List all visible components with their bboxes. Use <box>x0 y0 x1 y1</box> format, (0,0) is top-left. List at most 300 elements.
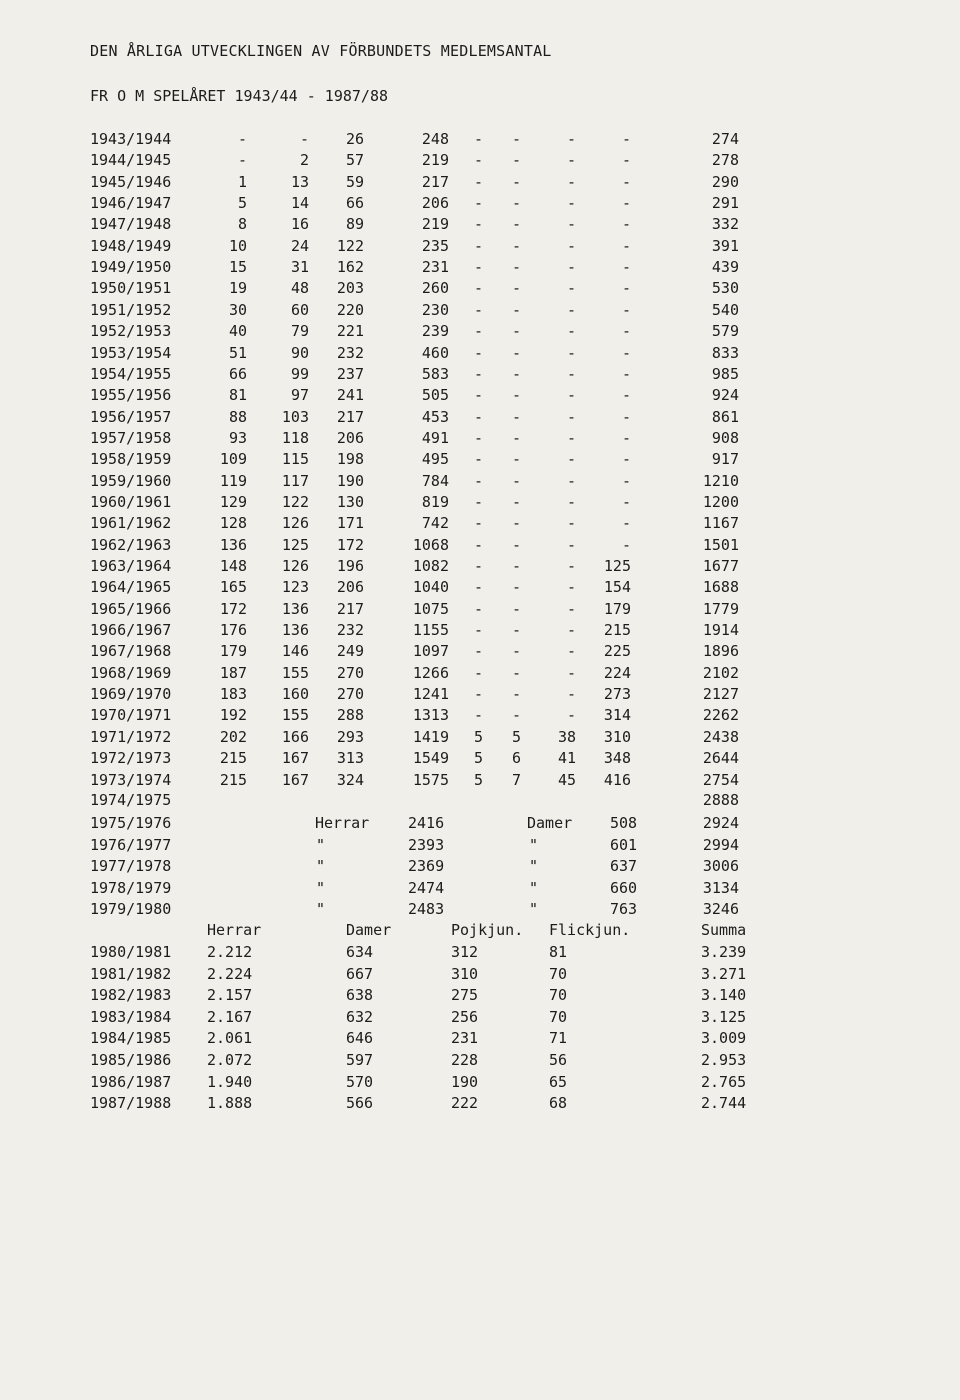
value-cell: 1.940 <box>207 1073 253 1091</box>
value-cell: 231 <box>451 1029 479 1047</box>
value-cell: - <box>621 450 631 468</box>
value-cell: 119 <box>219 472 247 490</box>
value-cell: 570 <box>346 1073 374 1091</box>
value-cell: 190 <box>451 1073 479 1091</box>
season-cell: 1952/1953 <box>90 322 172 340</box>
season-cell: 1946/1947 <box>90 194 172 212</box>
value-cell: 41 <box>557 749 576 767</box>
season-cell: 1956/1957 <box>90 408 172 426</box>
value-cell: - <box>566 536 576 554</box>
value-cell: 89 <box>345 215 364 233</box>
value-cell: 228 <box>451 1051 479 1069</box>
value-cell: 256 <box>451 1008 479 1026</box>
value-cell: 1097 <box>412 642 449 660</box>
value-cell: - <box>621 514 631 532</box>
value-cell: - <box>473 386 483 404</box>
value-cell: 288 <box>336 706 364 724</box>
season-cell: 1982/1983 <box>90 986 172 1004</box>
value-cell: - <box>621 386 631 404</box>
season-cell: 1973/1974 <box>90 771 172 789</box>
season-cell: 1953/1954 <box>90 344 172 362</box>
value-cell: 530 <box>711 279 739 297</box>
value-cell: 203 <box>336 279 364 297</box>
season-cell: 1976/1977 <box>90 836 172 854</box>
value-cell: - <box>566 386 576 404</box>
value-cell: - <box>511 706 521 724</box>
value-cell: 179 <box>219 642 247 660</box>
value-cell: - <box>566 450 576 468</box>
value-cell: - <box>566 151 576 169</box>
season-cell: 1986/1987 <box>90 1073 172 1091</box>
value-cell: 312 <box>451 943 479 961</box>
value-cell: 70 <box>549 1008 568 1026</box>
value-cell: 632 <box>346 1008 374 1026</box>
value-cell: 14 <box>290 194 309 212</box>
value-cell: - <box>473 408 483 426</box>
value-cell: 71 <box>549 1029 568 1047</box>
value-cell: 1779 <box>702 600 739 618</box>
value-cell: - <box>473 664 483 682</box>
value-cell: 290 <box>711 173 739 191</box>
season-cell: 1981/1982 <box>90 965 172 983</box>
damer-value: 763 <box>610 900 638 918</box>
value-cell: 220 <box>336 301 364 319</box>
value-cell: 93 <box>228 429 247 447</box>
value-cell: 495 <box>421 450 449 468</box>
value-cell: - <box>237 130 247 148</box>
value-cell: 540 <box>711 301 739 319</box>
season-cell: 1954/1955 <box>90 365 172 383</box>
value-cell: - <box>621 151 631 169</box>
ditto-mark: " <box>316 836 326 854</box>
value-cell: 583 <box>421 365 449 383</box>
value-cell: - <box>566 301 576 319</box>
value-cell: 66 <box>345 194 364 212</box>
value-cell: 232 <box>336 621 364 639</box>
season-cell: 1947/1948 <box>90 215 172 233</box>
value-cell: 237 <box>336 365 364 383</box>
document-title: DEN ÅRLIGA UTVECKLINGEN AV FÖRBUNDETS MEDLEMSANTAL <box>90 42 552 60</box>
value-cell: 270 <box>336 664 364 682</box>
value-cell: 275 <box>451 986 479 1004</box>
value-cell: 5 <box>237 194 247 212</box>
column-header: Flickjun. <box>549 921 631 939</box>
herrar-value: 2393 <box>408 836 445 854</box>
season-cell: 1974/1975 <box>90 791 172 809</box>
value-cell: - <box>473 344 483 362</box>
value-cell: 217 <box>336 408 364 426</box>
value-cell: 416 <box>603 771 631 789</box>
value-cell: - <box>511 237 521 255</box>
value-cell: 118 <box>281 429 309 447</box>
value-cell: 5 <box>511 728 521 746</box>
value-cell: 3.009 <box>701 1029 747 1047</box>
value-cell: 491 <box>421 429 449 447</box>
value-cell: 566 <box>346 1094 374 1112</box>
value-cell: 155 <box>281 664 309 682</box>
value-cell: 1914 <box>702 621 739 639</box>
value-cell: 221 <box>336 322 364 340</box>
value-cell: 278 <box>711 151 739 169</box>
value-cell: 129 <box>219 493 247 511</box>
value-cell: - <box>473 130 483 148</box>
value-cell: 176 <box>219 621 247 639</box>
herrar-value: 2416 <box>408 814 445 832</box>
value-cell: - <box>621 536 631 554</box>
value-cell: - <box>473 365 483 383</box>
value-cell: - <box>237 151 247 169</box>
value-cell: 833 <box>711 344 739 362</box>
value-cell: 646 <box>346 1029 374 1047</box>
value-cell: 453 <box>421 408 449 426</box>
value-cell: 172 <box>336 536 364 554</box>
value-cell: 198 <box>336 450 364 468</box>
value-cell: 3.125 <box>701 1008 747 1026</box>
value-cell: 1501 <box>702 536 739 554</box>
value-cell: - <box>566 706 576 724</box>
summa-cell: 3134 <box>702 879 739 897</box>
value-cell: - <box>566 344 576 362</box>
value-cell: - <box>511 258 521 276</box>
value-cell: 5 <box>473 749 483 767</box>
value-cell: 917 <box>711 450 739 468</box>
season-cell: 1980/1981 <box>90 943 172 961</box>
value-cell: - <box>473 450 483 468</box>
value-cell: 48 <box>290 279 309 297</box>
value-cell: 5 <box>473 728 483 746</box>
value-cell: 597 <box>346 1051 374 1069</box>
value-cell: 2.157 <box>207 986 253 1004</box>
season-cell: 1978/1979 <box>90 879 172 897</box>
value-cell: - <box>511 472 521 490</box>
value-cell: 6 <box>511 749 521 767</box>
value-cell: 51 <box>228 344 247 362</box>
value-cell: 291 <box>711 194 739 212</box>
value-cell: 117 <box>281 472 309 490</box>
value-cell: 667 <box>346 965 374 983</box>
value-cell: 1419 <box>412 728 449 746</box>
herrar-value: 2369 <box>408 857 445 875</box>
value-cell: 439 <box>711 258 739 276</box>
value-cell: 235 <box>421 237 449 255</box>
value-cell: 1313 <box>412 706 449 724</box>
value-cell: 332 <box>711 215 739 233</box>
value-cell: - <box>511 194 521 212</box>
ditto-mark: " <box>316 900 326 918</box>
value-cell: 183 <box>219 685 247 703</box>
summa-cell: 3246 <box>702 900 739 918</box>
season-cell: 1971/1972 <box>90 728 172 746</box>
value-cell: - <box>566 258 576 276</box>
column-header: Pojkjun. <box>451 921 524 939</box>
season-cell: 1943/1944 <box>90 130 172 148</box>
value-cell: 2438 <box>702 728 739 746</box>
season-cell: 1966/1967 <box>90 621 172 639</box>
value-cell: - <box>473 621 483 639</box>
value-cell: 1040 <box>412 578 449 596</box>
value-cell: 230 <box>421 301 449 319</box>
value-cell: - <box>621 194 631 212</box>
value-cell: 81 <box>549 943 568 961</box>
value-cell: 224 <box>603 664 631 682</box>
value-cell: 40 <box>228 322 247 340</box>
season-cell: 1945/1946 <box>90 173 172 191</box>
value-cell: - <box>511 365 521 383</box>
value-cell: 784 <box>421 472 449 490</box>
value-cell: 219 <box>421 151 449 169</box>
value-cell: - <box>621 301 631 319</box>
season-cell: 1963/1964 <box>90 557 172 575</box>
value-cell: 3.140 <box>701 986 747 1004</box>
value-cell: - <box>511 642 521 660</box>
value-cell: - <box>511 685 521 703</box>
damer-label: Damer <box>527 814 573 832</box>
value-cell: 38 <box>557 728 576 746</box>
value-cell: 2.224 <box>207 965 253 983</box>
value-cell: 1 <box>237 173 247 191</box>
value-cell: - <box>473 151 483 169</box>
value-cell: 1.888 <box>207 1094 253 1112</box>
value-cell: 249 <box>336 642 364 660</box>
value-cell: 260 <box>421 279 449 297</box>
value-cell: 65 <box>549 1073 568 1091</box>
value-cell: - <box>566 557 576 575</box>
value-cell: 324 <box>336 771 364 789</box>
summa-cell: 2924 <box>702 814 739 832</box>
value-cell: 634 <box>346 943 374 961</box>
value-cell: 26 <box>345 130 364 148</box>
value-cell: 1896 <box>702 642 739 660</box>
value-cell: 1200 <box>702 493 739 511</box>
value-cell: 819 <box>421 493 449 511</box>
value-cell: 505 <box>421 386 449 404</box>
value-cell: 167 <box>281 749 309 767</box>
value-cell: 1688 <box>702 578 739 596</box>
season-cell: 1951/1952 <box>90 301 172 319</box>
herrar-value: 2483 <box>408 900 445 918</box>
value-cell: 2.744 <box>701 1094 747 1112</box>
value-cell: 57 <box>345 151 364 169</box>
value-cell: - <box>473 600 483 618</box>
value-cell: - <box>511 493 521 511</box>
value-cell: 162 <box>336 258 364 276</box>
value-cell: - <box>566 621 576 639</box>
season-cell: 1968/1969 <box>90 664 172 682</box>
herrar-value: 2474 <box>408 879 445 897</box>
value-cell: 460 <box>421 344 449 362</box>
value-cell: 1082 <box>412 557 449 575</box>
season-cell: 1969/1970 <box>90 685 172 703</box>
value-cell: - <box>511 514 521 532</box>
value-cell: 146 <box>281 642 309 660</box>
season-cell: 1975/1976 <box>90 814 172 832</box>
value-cell: 217 <box>336 600 364 618</box>
value-cell: - <box>621 258 631 276</box>
value-cell: - <box>621 344 631 362</box>
value-cell: 190 <box>336 472 364 490</box>
value-cell: - <box>621 493 631 511</box>
value-cell: 215 <box>603 621 631 639</box>
value-cell: 985 <box>711 365 739 383</box>
value-cell: 2 <box>299 151 309 169</box>
value-cell: 2.072 <box>207 1051 253 1069</box>
value-cell: 1075 <box>412 600 449 618</box>
value-cell: 2.953 <box>701 1051 747 1069</box>
value-cell: 128 <box>219 514 247 532</box>
value-cell: 1266 <box>412 664 449 682</box>
value-cell: 60 <box>290 301 309 319</box>
value-cell: 192 <box>219 706 247 724</box>
value-cell: 172 <box>219 600 247 618</box>
value-cell: - <box>473 685 483 703</box>
ditto-mark: " <box>316 857 326 875</box>
value-cell: 2.167 <box>207 1008 253 1026</box>
value-cell: - <box>511 578 521 596</box>
value-cell: 122 <box>336 237 364 255</box>
value-cell: 125 <box>281 536 309 554</box>
value-cell: 579 <box>711 322 739 340</box>
value-cell: 45 <box>557 771 576 789</box>
value-cell: 924 <box>711 386 739 404</box>
value-cell: 79 <box>290 322 309 340</box>
value-cell: - <box>621 472 631 490</box>
value-cell: 123 <box>281 578 309 596</box>
value-cell: 97 <box>290 386 309 404</box>
value-cell: 348 <box>603 749 631 767</box>
value-cell: - <box>511 621 521 639</box>
ditto-mark: " <box>529 857 539 875</box>
value-cell: 2262 <box>702 706 739 724</box>
value-cell: 1575 <box>412 771 449 789</box>
season-cell: 1948/1949 <box>90 237 172 255</box>
value-cell: - <box>473 258 483 276</box>
value-cell: 165 <box>219 578 247 596</box>
summa-cell: 2994 <box>702 836 739 854</box>
value-cell: 115 <box>281 450 309 468</box>
value-cell: - <box>511 215 521 233</box>
value-cell: 154 <box>603 578 631 596</box>
value-cell: - <box>473 472 483 490</box>
value-cell: - <box>473 429 483 447</box>
value-cell: - <box>473 215 483 233</box>
value-cell: 310 <box>451 965 479 983</box>
value-cell: - <box>566 408 576 426</box>
value-cell: 125 <box>603 557 631 575</box>
value-cell: 148 <box>219 557 247 575</box>
column-header: Summa <box>701 921 747 939</box>
value-cell: - <box>566 429 576 447</box>
value-cell: 126 <box>281 514 309 532</box>
value-cell: 248 <box>421 130 449 148</box>
value-cell: 126 <box>281 557 309 575</box>
value-cell: - <box>621 237 631 255</box>
value-cell: - <box>511 279 521 297</box>
value-cell: 206 <box>421 194 449 212</box>
value-cell: 13 <box>290 173 309 191</box>
value-cell: - <box>511 664 521 682</box>
value-cell: 70 <box>549 965 568 983</box>
season-cell: 1959/1960 <box>90 472 172 490</box>
value-cell: 160 <box>281 685 309 703</box>
value-cell: 187 <box>219 664 247 682</box>
value-cell: 166 <box>281 728 309 746</box>
value-cell: 31 <box>290 258 309 276</box>
value-cell: 908 <box>711 429 739 447</box>
value-cell: 1677 <box>702 557 739 575</box>
value-cell: 225 <box>603 642 631 660</box>
value-cell: - <box>566 173 576 191</box>
value-cell: 90 <box>290 344 309 362</box>
value-cell: 136 <box>281 621 309 639</box>
value-cell: - <box>473 536 483 554</box>
value-cell: 202 <box>219 728 247 746</box>
value-cell: 103 <box>281 408 309 426</box>
value-cell: - <box>473 194 483 212</box>
value-cell: 391 <box>711 237 739 255</box>
value-cell: 130 <box>336 493 364 511</box>
season-cell: 1979/1980 <box>90 900 172 918</box>
season-cell: 1977/1978 <box>90 857 172 875</box>
season-cell: 1949/1950 <box>90 258 172 276</box>
value-cell: 81 <box>228 386 247 404</box>
value-cell: 239 <box>421 322 449 340</box>
value-cell: - <box>566 493 576 511</box>
value-cell: 1167 <box>702 514 739 532</box>
value-cell: 136 <box>219 536 247 554</box>
value-cell: 215 <box>219 771 247 789</box>
value-cell: - <box>566 279 576 297</box>
value-cell: - <box>566 664 576 682</box>
value-cell: - <box>511 386 521 404</box>
column-header: Herrar <box>207 921 262 939</box>
season-cell: 1950/1951 <box>90 279 172 297</box>
season-cell: 1970/1971 <box>90 706 172 724</box>
value-cell: 1068 <box>412 536 449 554</box>
season-cell: 1961/1962 <box>90 514 172 532</box>
column-header: Damer <box>346 921 392 939</box>
value-cell: - <box>566 642 576 660</box>
value-cell: 274 <box>711 130 739 148</box>
value-cell: - <box>511 151 521 169</box>
season-cell: 1964/1965 <box>90 578 172 596</box>
value-cell: - <box>621 365 631 383</box>
value-cell: - <box>566 194 576 212</box>
value-cell: 2102 <box>702 664 739 682</box>
value-cell: - <box>473 301 483 319</box>
value-cell: - <box>511 301 521 319</box>
value-cell: 293 <box>336 728 364 746</box>
value-cell: 314 <box>603 706 631 724</box>
season-cell: 1987/1988 <box>90 1094 172 1112</box>
value-cell: - <box>511 450 521 468</box>
summa-cell: 3006 <box>702 857 739 875</box>
value-cell: - <box>473 557 483 575</box>
value-cell: - <box>566 130 576 148</box>
value-cell: - <box>566 365 576 383</box>
value-cell: 1210 <box>702 472 739 490</box>
value-cell: - <box>621 173 631 191</box>
value-cell: - <box>511 536 521 554</box>
value-cell: - <box>621 429 631 447</box>
value-cell: 88 <box>228 408 247 426</box>
value-cell: - <box>511 322 521 340</box>
value-cell: - <box>473 279 483 297</box>
value-cell: 3.271 <box>701 965 747 983</box>
value-cell: 15 <box>228 258 247 276</box>
season-cell: 1983/1984 <box>90 1008 172 1026</box>
value-cell: 270 <box>336 685 364 703</box>
value-cell: 8 <box>237 215 247 233</box>
